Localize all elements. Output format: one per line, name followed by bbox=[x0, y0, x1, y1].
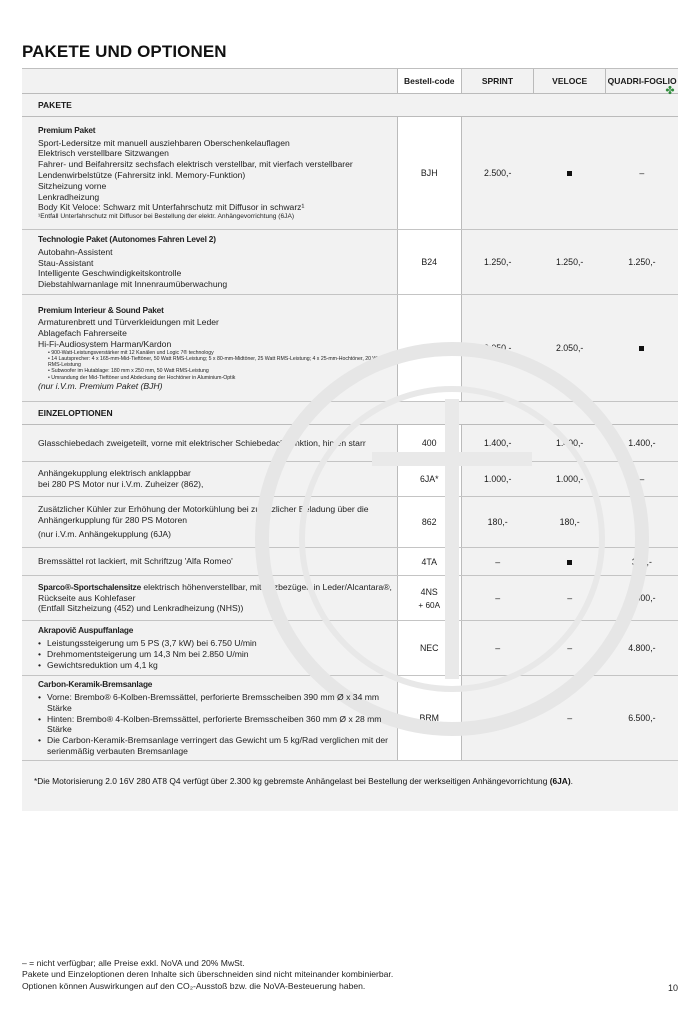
feature-line: Stau-Assistant bbox=[38, 257, 94, 268]
price-veloce: – bbox=[534, 676, 606, 761]
audio-detail: • Umrandung der Mid-Tieftöner und Abdeckung der Hochtöner in Aluminium-Optik bbox=[48, 374, 236, 381]
price-quadri: 1.400,- bbox=[606, 425, 678, 462]
feature-line: Sitzheizung vorne bbox=[38, 180, 107, 191]
order-code: 862 bbox=[397, 497, 461, 548]
legal-notes bbox=[22, 958, 622, 992]
feature-line: Hi-Fi-Audiosystem Harman/Kardon bbox=[38, 338, 172, 349]
header-code: Bestell-code bbox=[397, 69, 461, 94]
section-einzeloptionen bbox=[22, 402, 678, 425]
section-pakete bbox=[22, 94, 678, 117]
package-name: Technologie Paket (Autonomes Fahren Level 2) bbox=[38, 234, 216, 244]
feature-line: Fahrer- und Beifahrersitz sechsfach elektrisch verstellbar, mit vierfach verstellbarer Lendenwirbelstütze (Fahrersitz inkl. Memory-Funktion) bbox=[38, 159, 353, 180]
table-row bbox=[22, 497, 678, 548]
header-sprint: SPRINT bbox=[461, 69, 533, 94]
cloverleaf-icon: ✤ bbox=[665, 85, 675, 97]
footnote-text: *Die Motorisierung 2.0 16V 280 AT8 Q4 verfügt über 2.300 kg gebremste Anhängelast bei Bestellung der werkseitigen Anhängevorrichtung bbox=[34, 776, 548, 786]
row-description bbox=[22, 117, 397, 230]
table-row bbox=[22, 676, 678, 761]
legal-line: – = nicht verfügbar; alle Preise exkl. NoVA und 20% MwSt. bbox=[22, 958, 245, 968]
row-description: Bremssättel rot lackiert, mit Schriftzug 'Alfa Romeo' bbox=[22, 548, 397, 576]
bullet-item: • Gewichtsreduktion um 4,1 kg bbox=[38, 660, 393, 671]
table-row bbox=[22, 117, 678, 230]
page-title: PAKETE UND OPTIONEN bbox=[22, 42, 227, 61]
row-description bbox=[22, 230, 397, 295]
price-veloce: – bbox=[534, 576, 606, 621]
option-detail: elektrisch höhenverstellbar, mit Sitzbezügen in Leder/Alcantara®, Rückseite aus Kohlefaser bbox=[38, 581, 392, 603]
price-sprint: – bbox=[461, 676, 533, 761]
price-sprint: 1.000,- bbox=[461, 462, 533, 497]
audio-detail-text: 900-Watt-Leistungsverstärker mit 12 Kanälen und Logic 7® technology bbox=[51, 349, 214, 356]
feature-line: Elektrisch verstellbare Sitzwangen bbox=[38, 148, 169, 159]
price-quadri: 6.500,- bbox=[606, 676, 678, 761]
order-code: NEC bbox=[397, 621, 461, 676]
header-quadri bbox=[606, 69, 678, 97]
table-footnote bbox=[34, 776, 674, 787]
row-description bbox=[22, 295, 397, 402]
order-code: 4TA bbox=[397, 548, 461, 576]
header-veloce: VELOCE bbox=[534, 69, 606, 94]
package-name: Premium Interieur & Sound Paket bbox=[38, 304, 164, 315]
feature-line: Lenkradheizung bbox=[38, 191, 100, 202]
feature-line: Diebstahlwarnanlage mit Innenraumüberwachung bbox=[38, 279, 228, 290]
order-code-secondary: + 60A bbox=[418, 600, 441, 610]
row-description bbox=[22, 497, 397, 548]
package-note: (nur i.V.m. Premium Paket (BJH) bbox=[38, 380, 163, 391]
section-label: PAKETE bbox=[22, 94, 678, 117]
price-veloce: – bbox=[534, 621, 606, 676]
table-header-row bbox=[22, 69, 678, 94]
option-note: (nur i.V.m. Anhängekupplung (6JA) bbox=[38, 528, 171, 539]
row-description bbox=[22, 462, 397, 497]
footnote-code: (6JA) bbox=[549, 776, 571, 786]
price-quadri: 4.800,- bbox=[606, 621, 678, 676]
table-row bbox=[22, 621, 678, 676]
option-text bbox=[38, 582, 393, 604]
feature-line: Armaturenbrett und Türverkleidungen mit Leder bbox=[38, 317, 219, 328]
order-code: B2M bbox=[397, 295, 461, 402]
footnote-line: ¹Entfall Unterfahrschutz mit Diffusor bei Bestellung der elektr. Anhängevorrichtung (6JA) bbox=[38, 213, 295, 221]
feature-line: Sport-Ledersitze mit manuell ausziehbaren Oberschenkelauflagen bbox=[38, 137, 290, 148]
option-note: (Entfall Sitzheizung (452) und Lenkradheizung (NHS)) bbox=[38, 603, 244, 614]
feature-line: Ablagefach Fahrerseite bbox=[38, 328, 127, 339]
price-quadri: – bbox=[606, 462, 678, 497]
price-quadri: 5.500,- bbox=[606, 576, 678, 621]
audio-detail-text: Subwoofer im Hutablage: 180 mm x 250 mm, 50 Watt RMS-Leistung bbox=[51, 368, 209, 375]
bullet-item: • Leistungssteigerung um 5 PS (3,7 kW) bei 6.750 U/min bbox=[38, 638, 393, 649]
order-code: B24 bbox=[397, 230, 461, 295]
table-row bbox=[22, 462, 678, 497]
bullet-item: • Drehmomentsteigerung um 14,3 Nm bei 2.850 U/min bbox=[38, 649, 393, 660]
option-text: Anhängekupplung elektrisch anklappbar bbox=[38, 468, 191, 479]
price-veloce bbox=[534, 117, 606, 230]
price-quadri: – bbox=[606, 117, 678, 230]
feature-line: Body Kit Veloce: Schwarz mit Unterfahrschutz mit Diffusor in schwarz¹ bbox=[38, 202, 305, 213]
section-label: EINZELOPTIONEN bbox=[22, 402, 678, 425]
audio-detail: • Subwoofer im Hutablage: 180 mm x 250 mm, 50 Watt RMS-Leistung bbox=[48, 368, 209, 375]
row-description bbox=[22, 676, 397, 761]
audio-detail-text: 14 Lautsprecher: 4 x 165-mm-Mid-Tieftöner, 50 Watt RMS-Leistung; 5 x 80-mm-Midtöner, 25 Watt RMS-Leistung; 4 x 25-mm-Hochtöner, 20 Watt RMS-Leistung bbox=[48, 355, 383, 369]
price-sprint: 1.400,- bbox=[461, 425, 533, 462]
price-sprint: 1.250,- bbox=[461, 230, 533, 295]
price-sprint: – bbox=[461, 576, 533, 621]
audio-detail: • 14 Lautsprecher: 4 x 165-mm-Mid-Tieftöner, 50 Watt RMS-Leistung; 5 x 80-mm-Midtöner, 25 Watt RMS-Leistung; 4 x 25-mm-Hochtöner, 20 Watt RMS-Leistung bbox=[48, 355, 383, 369]
audio-detail: • 900-Watt-Leistungsverstärker mit 12 Kanälen und Logic 7® technology bbox=[48, 349, 214, 356]
bullet-item: • Vorne: Brembo® 6-Kolben-Bremssättel, perforierte Bremsscheiben 390 mm Ø x 34 mm Stärke bbox=[38, 692, 393, 714]
footnote-end: . bbox=[570, 776, 573, 786]
standard-marker bbox=[639, 346, 644, 351]
audio-detail-text: Umrandung der Mid-Tieftöner und Abdeckung der Hochtöner in Aluminium-Optik bbox=[51, 374, 236, 381]
standard-marker bbox=[567, 560, 572, 565]
price-quadri: – bbox=[606, 497, 678, 548]
option-name: Carbon-Keramik-Bremsanlage bbox=[38, 679, 153, 690]
price-veloce: 1.000,- bbox=[534, 462, 606, 497]
price-veloce bbox=[534, 548, 606, 576]
price-veloce: 1.250,- bbox=[534, 230, 606, 295]
table-row bbox=[22, 576, 678, 621]
row-description bbox=[22, 576, 397, 621]
order-code: BRM bbox=[397, 676, 461, 761]
bullet-item: • Hinten: Brembo® 4-Kolben-Bremssättel, perforierte Bremsscheiben 360 mm Ø x 28 mm Stärke bbox=[38, 714, 393, 736]
options-table-panel bbox=[22, 68, 678, 811]
price-quadri bbox=[606, 295, 678, 402]
price-veloce: 2.050,- bbox=[534, 295, 606, 402]
row-description bbox=[22, 621, 397, 676]
order-code: BJH bbox=[397, 117, 461, 230]
price-sprint: 2.500,- bbox=[461, 117, 533, 230]
price-sprint: 2.050,- bbox=[461, 295, 533, 402]
standard-marker bbox=[567, 171, 572, 176]
row-description: Glasschiebedach zweigeteilt, vorne mit elektrischer Schiebedach-funktion, hinten starr bbox=[22, 425, 397, 462]
page-number: 10 bbox=[667, 983, 678, 993]
feature-line: Autobahn-Assistent bbox=[38, 246, 113, 257]
option-name: Akrapovič Auspuffanlage bbox=[38, 625, 134, 636]
price-veloce: 180,- bbox=[534, 497, 606, 548]
legal-line: Optionen können Auswirkungen auf den CO₂-Ausstoß bzw. die NoVA-Besteuerung haben. bbox=[22, 980, 366, 991]
header-blank bbox=[22, 69, 397, 94]
price-veloce: 1.400,- bbox=[534, 425, 606, 462]
order-code: 6JA* bbox=[397, 462, 461, 497]
table-row bbox=[22, 230, 678, 295]
price-quadri: 300,- bbox=[606, 548, 678, 576]
option-name: Sparco®-Sportschalensitze bbox=[38, 581, 142, 592]
order-code bbox=[397, 576, 461, 621]
table-row bbox=[22, 295, 678, 402]
option-text: Zusätzlicher Kühler zur Erhöhung der Motorkühlung bei zusätzlicher Beladung über die Anhängerkupplung für 280 PS Motoren bbox=[38, 504, 369, 526]
package-name: Premium Paket bbox=[38, 124, 96, 135]
option-note: bei 280 PS Motor nur i.V.m. Zuheizer (862), bbox=[38, 479, 204, 489]
price-sprint: – bbox=[461, 621, 533, 676]
price-sprint: 180,- bbox=[461, 497, 533, 548]
header-quadri-label: QUADRI-FOGLIO bbox=[607, 76, 677, 86]
legal-line: Pakete und Einzeloptionen deren Inhalte sich überschneiden sind nicht miteinander kombinierbar. bbox=[22, 969, 394, 980]
price-sprint: – bbox=[461, 548, 533, 576]
order-code: 400 bbox=[397, 425, 461, 462]
table-row bbox=[22, 548, 678, 576]
bullet-item: • Die Carbon-Keramik-Bremsanlage verringert das Gewicht um 5 kg/Rad verglichen mit der serienmäßig verbauten Bremsanlage bbox=[38, 735, 393, 757]
table-row bbox=[22, 425, 678, 462]
order-code-primary: 4NS bbox=[420, 586, 438, 597]
feature-line: Intelligente Geschwindigkeitskontrolle bbox=[38, 268, 182, 279]
price-quadri: 1.250,- bbox=[606, 230, 678, 295]
options-table bbox=[22, 69, 678, 761]
